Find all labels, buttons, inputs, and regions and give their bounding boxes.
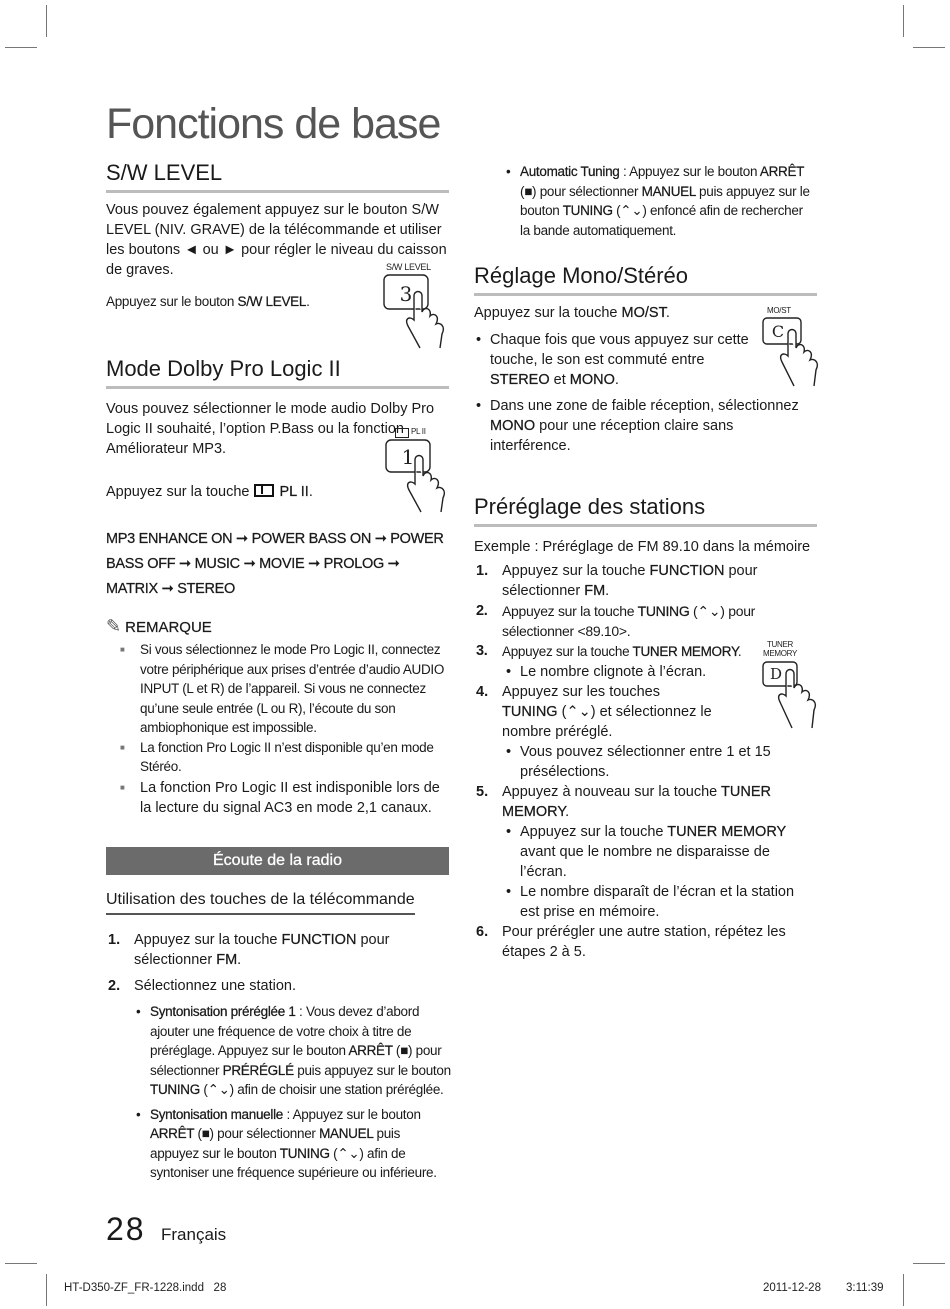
crop-mark <box>46 1274 47 1306</box>
crop-mark <box>903 1274 904 1306</box>
mono-key: MO/ST <box>621 305 666 321</box>
note-item: ■ La fonction Pro Logic II n’est disponible qu’en mode Stéréo. <box>106 738 451 777</box>
preset-substep: • Vous pouvez sélectionner entre 1 et 15 présélections. <box>504 742 804 782</box>
radio-step: 1. Appuyez sur la touche FUNCTION pour sélectionner FM. <box>108 932 390 968</box>
remote-label: MO/ST <box>767 306 791 315</box>
mono-bullet: • Dans une zone de faible réception, sélectionnez MONO pour une réception claire sans interférence. <box>474 396 804 456</box>
dolby-press: Appuyez sur la touche PL II. <box>106 484 313 500</box>
crop-mark <box>913 47 945 48</box>
print-file-name: HT-D350-ZF_FR-1228.indd 28 <box>64 1282 227 1294</box>
section-heading-preset: Préréglage des stations <box>474 494 817 527</box>
note-heading: ✎ REMARQUE <box>106 616 212 636</box>
print-time: 3:11:39 <box>846 1282 884 1294</box>
preset-tuning-item: • Syntonisation préréglée 1 : Vous devez d’abord ajouter une fréquence de votre choix à titre de préréglage. Appuyez sur le bouton ARRÊT (■) pour sélectionner PRÉRÉGLÉ puis appuyez sur le bouton TUNING (⌃⌄) afin de choisir une station préréglée. <box>134 1002 452 1100</box>
dolby-logo-icon <box>395 428 409 438</box>
preset-step: 6. Pour prérégler une autre station, répétez les étapes 2 à 5. <box>476 924 786 960</box>
note-item: ■ La fonction Pro Logic II est indisponible lors de la lecture du signal AC3 en mode 2,1 canaux. <box>106 778 451 818</box>
remote-button-sw-level <box>380 262 460 352</box>
radio-tuning-options <box>134 1002 452 1183</box>
pressing-hand-icon <box>383 426 463 516</box>
section-heading-sw-level: S/W LEVEL <box>106 160 449 193</box>
chapter-title: Fonctions de base <box>106 100 441 148</box>
remote-key-glyph: C <box>771 322 785 341</box>
mono-bullet: • Chaque fois que vous appuyez sur cette touche, le son est commuté entre STEREO et MONO. <box>474 330 804 390</box>
dolby-key: PL II <box>279 484 309 500</box>
dolby-logo-icon <box>254 484 274 497</box>
print-date: 2011-12-28 <box>763 1282 821 1294</box>
section-heading-mono: Réglage Mono/Stéréo <box>474 263 817 296</box>
crop-mark <box>5 1263 37 1264</box>
preset-example: Exemple : Préréglage de FM 89.10 dans la mémoire <box>474 539 811 555</box>
page-language: Français <box>161 1225 227 1244</box>
preset-steps <box>474 561 804 962</box>
preset-step: 1. Appuyez sur la touche FUNCTION pour sélectionner FM. <box>476 563 758 599</box>
preset-step: 4. Appuyez sur les touches TUNING (⌃⌄) et sélectionnez le nombre préréglé. <box>476 684 712 740</box>
dolby-sequence: MP3 ENHANCE ON ➞ POWER BASS ON ➞ POWER BASS OFF ➞ MUSIC ➞ MOVIE ➞ PROLOG ➞ MATRIX ➞ STEREO <box>106 531 444 597</box>
radio-steps <box>106 930 451 996</box>
manual-tuning-item: • Syntonisation manuelle : Appuyez sur le bouton ARRÊT (■) pour sélectionner MANUEL puis appuyez sur le bouton TUNING (⌃⌄) afin de syntoniser une fréquence supérieure ou inférieure. <box>134 1105 452 1183</box>
dolby-body: Vous pouvez sélectionner le mode audio Dolby Pro Logic II souhaité, l’option P.Bass ou la fonction Améliorateur MP3. <box>106 401 435 457</box>
sw-level-key: S/W LEVEL <box>237 294 307 309</box>
sw-level-body: Vous pouvez également appuyez sur le bouton S/W LEVEL (NIV. GRAVE) de la télécommande et utiliser les boutons ◄ ou ► pour régler le niveau du caisson de graves. <box>106 202 447 278</box>
crop-mark <box>903 5 904 37</box>
sw-level-press: Appuyez sur le bouton S/W LEVEL. <box>106 294 310 309</box>
radio-step: 2. Sélectionnez une station. <box>108 978 297 994</box>
preset-step: 3. Appuyez sur la touche TUNER MEMORY. <box>476 643 742 659</box>
auto-tuning-item: • Automatic Tuning : Appuyez sur le bouton ARRÊT (■) pour sélectionner MANUEL puis appuyez sur le bouton TUNING (⌃⌄) enfoncé afin de rechercher la bande automatiquement. <box>504 162 816 240</box>
mono-bullets <box>474 330 804 456</box>
page-number: 28 <box>106 1211 146 1247</box>
remote-label: PL II <box>411 427 426 436</box>
note-item: ■ Si vous sélectionnez le mode Pro Logic II, connectez votre périphérique aux prises d’entrée d’audio AUDIO INPUT (L et R) de l’appareil. Si vous ne connectez qu’une seule entrée (L ou R), l’écoute du son ambiophonique est impossible. <box>106 640 451 738</box>
radio-section-bar: Écoute de la radio <box>106 847 449 875</box>
preset-step: 5. Appuyez à nouveau sur la touche TUNER MEMORY. <box>476 784 771 820</box>
remote-label: TUNER MEMORY <box>762 640 798 658</box>
remote-button-pl2 <box>383 426 463 516</box>
note-list <box>106 640 451 818</box>
section-heading-dolby: Mode Dolby Pro Logic II <box>106 356 449 389</box>
crop-mark <box>46 5 47 37</box>
pencil-icon: ✎ <box>106 616 122 636</box>
radio-subheading: Utilisation des touches de la télécommande <box>106 891 415 915</box>
preset-substep: • Le nombre clignote à l’écran. <box>504 662 804 682</box>
mono-press: Appuyez sur la touche MO/ST. <box>474 305 670 321</box>
preset-substep: • Appuyez sur la touche TUNER MEMORY avant que le nombre ne disparaisse de l’écran. <box>504 822 804 882</box>
remote-key-glyph: D <box>769 665 783 683</box>
remote-key-glyph: 3 <box>399 282 413 306</box>
remote-key-glyph: 1 <box>401 445 415 469</box>
remote-label: S/W LEVEL <box>386 262 431 272</box>
preset-substep: • Le nombre disparaît de l’écran et la station est prise en mémoire. <box>504 882 804 922</box>
pressing-hand-icon <box>380 262 460 352</box>
crop-mark <box>5 47 37 48</box>
crop-mark <box>913 1263 945 1264</box>
preset-step: 2. Appuyez sur la touche TUNING (⌃⌄) pour sélectionner <89.10>. <box>476 603 756 639</box>
